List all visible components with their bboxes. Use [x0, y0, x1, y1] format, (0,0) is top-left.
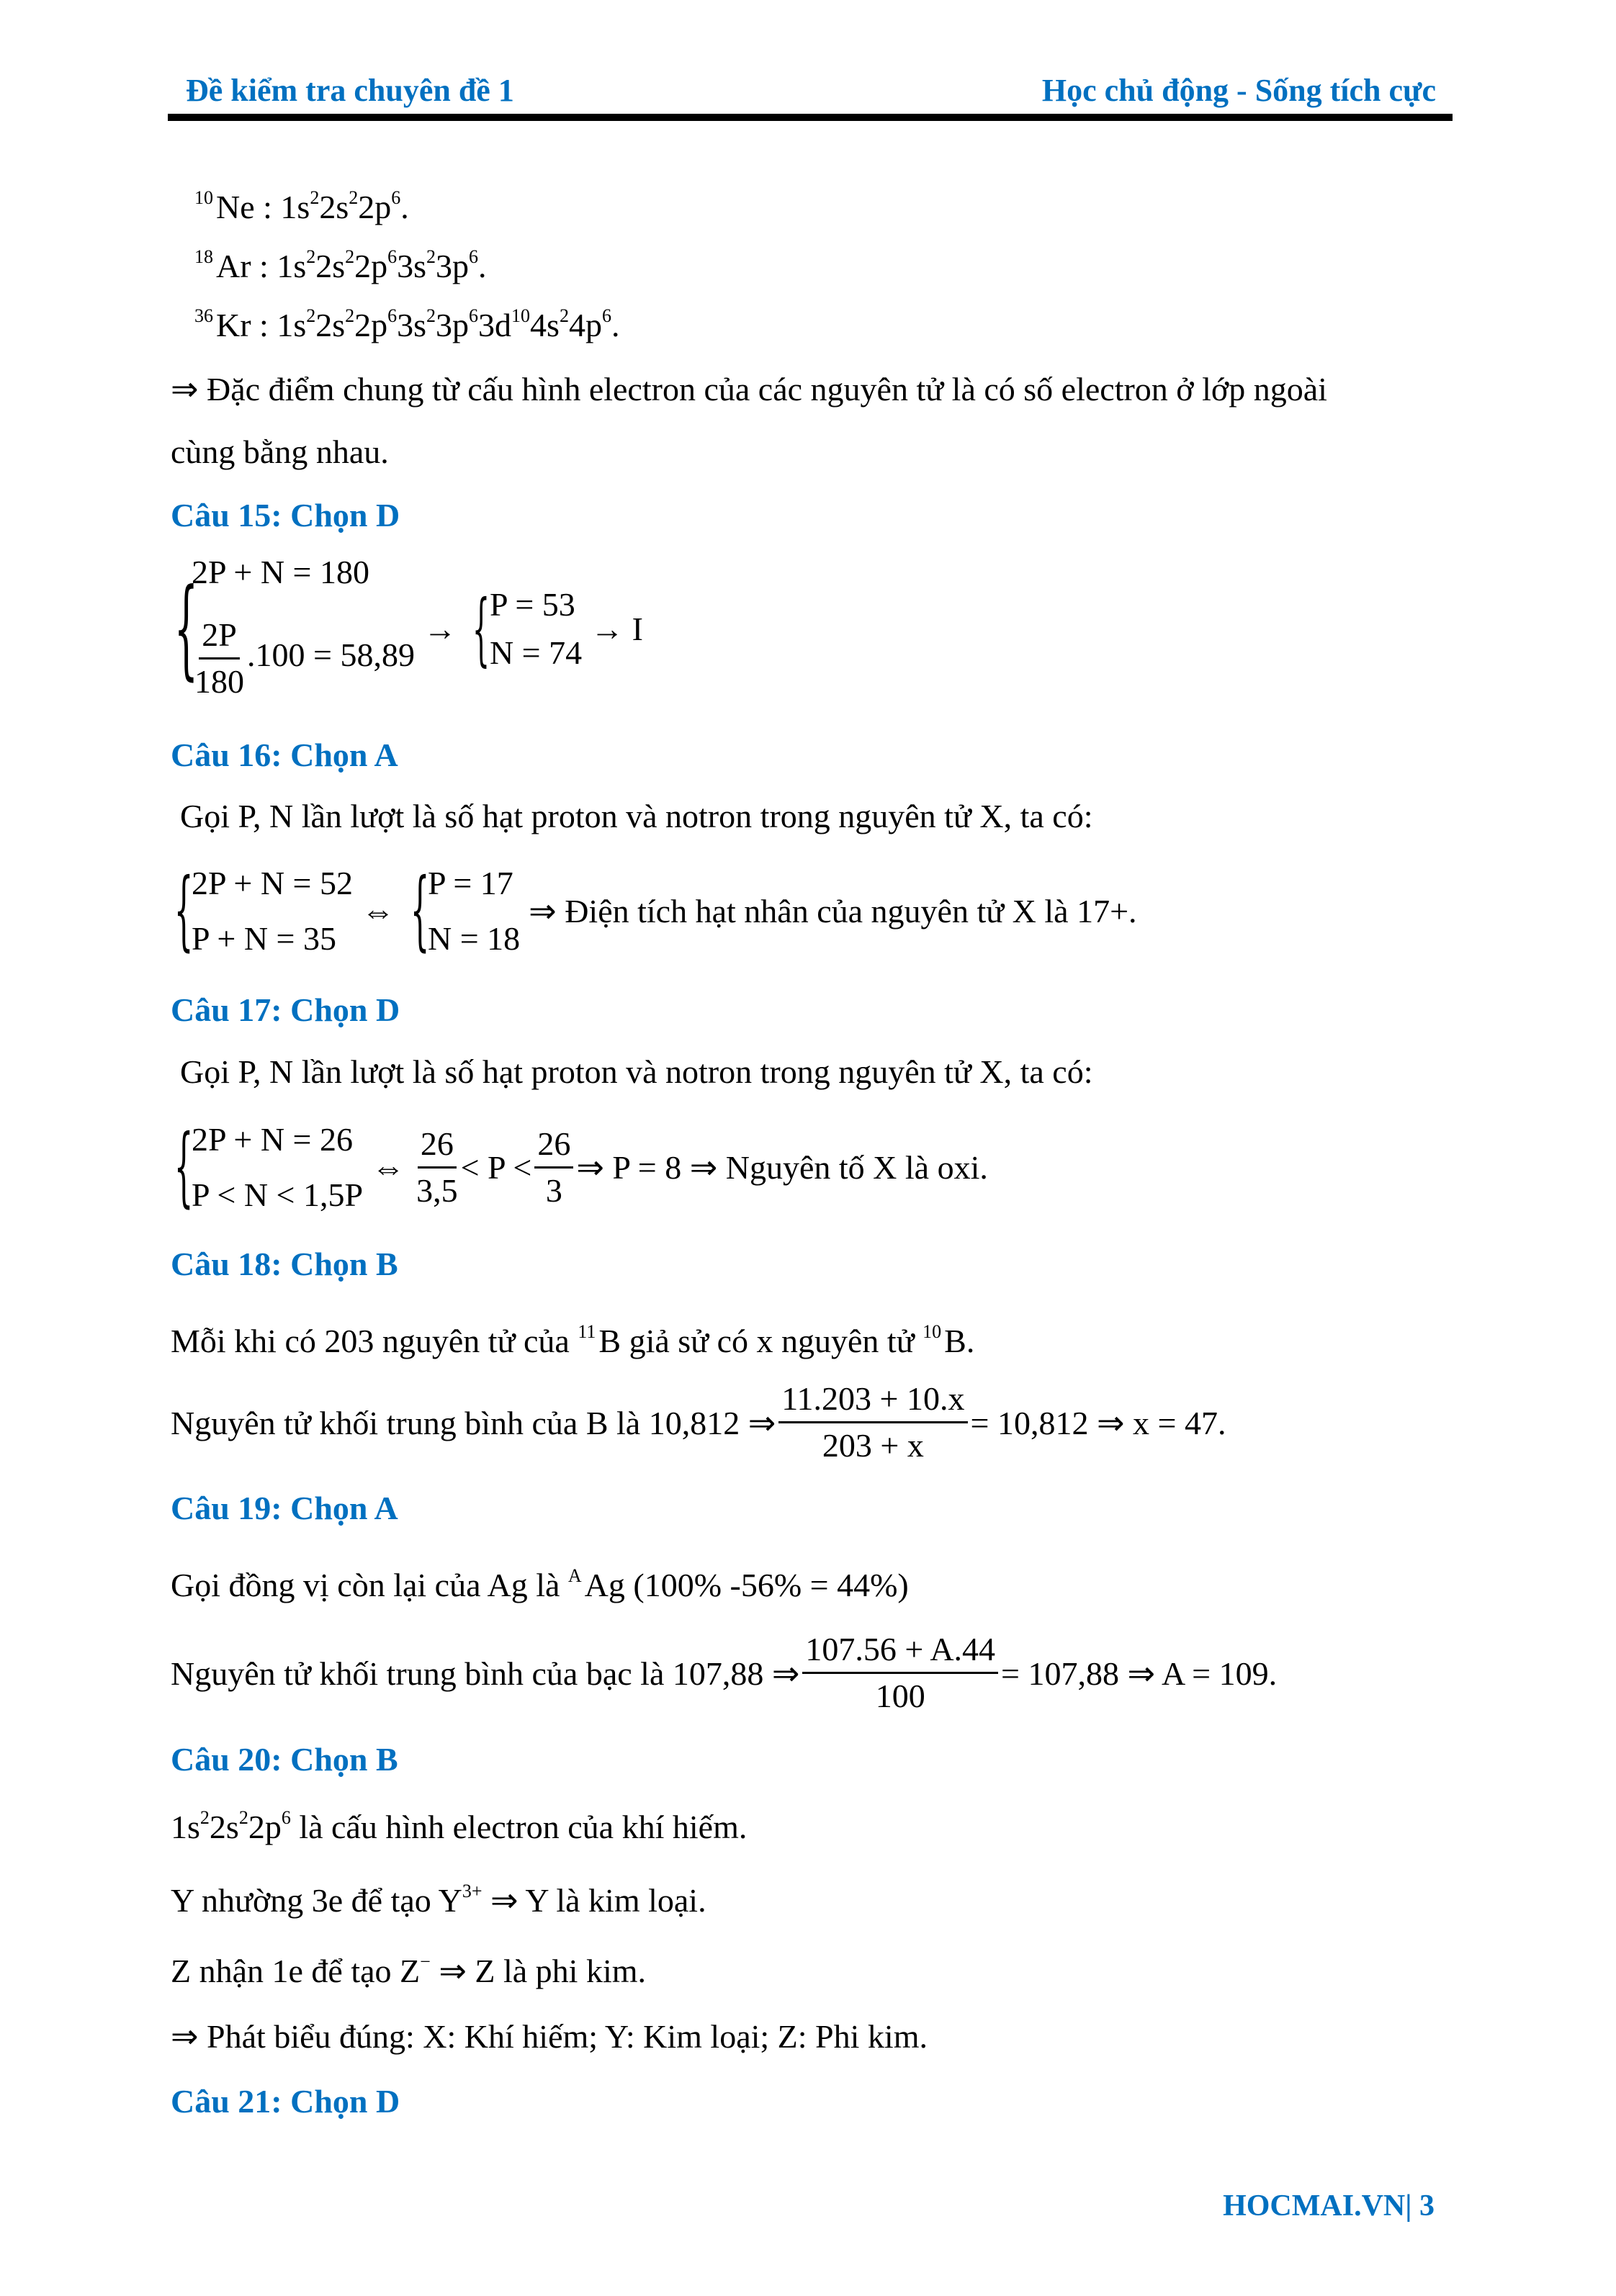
- q18-heading: Câu 18: Chọn B: [171, 1246, 398, 1282]
- equation: 2P + N = 52: [192, 865, 353, 901]
- config-ar: $^{18}$Ar : $1s^22s^22p^63s^23p^6$.: [194, 246, 487, 284]
- q18-line-2: Nguyên tử khối trung bình của B là 10,812 ⇒ $\frac{11.203 + 10.x}{203 + x}$ = 10,812 ⇒ x = 47.: [171, 1377, 1226, 1468]
- iff: ⇔: [372, 1148, 405, 1186]
- conclusion-line-2: cùng bằng nhau.: [171, 433, 389, 470]
- arrow: →: [423, 610, 457, 647]
- q20-line-4: ⇒ Phát biểu đúng: X: Khí hiếm; Y: Kim loại; Z: Phi kim.: [171, 2018, 928, 2055]
- brace-icon: {: [410, 860, 430, 960]
- conclusion: ⇒ P = 8 ⇒ Nguyên tố X là oxi.: [576, 1149, 988, 1186]
- q18-line-1: Mỗi khi có 203 nguyên tử của $^{11}$B giả sử có x nguyên tử $^{10}$B.: [171, 1321, 975, 1359]
- conclusion: ⇒ Điện tích hạt nhân của nguyên tử X là 17+.: [529, 893, 1137, 929]
- q16-intro: Gọi P, N lần lượt là số hạt proton và notron trong nguyên tử X, ta có:: [180, 798, 1093, 834]
- brace-icon: {: [174, 566, 199, 691]
- result: N = 74: [489, 634, 583, 671]
- result: P = 17: [427, 865, 513, 901]
- q16-heading: Câu 16: Chọn A: [171, 737, 398, 773]
- inequality: < P <: [460, 1148, 532, 1186]
- header-right: Học chủ động - Sống tích cực: [1041, 73, 1436, 108]
- q21-heading: Câu 21: Chọn D: [171, 2083, 400, 2120]
- config-kr: $^{36}$Kr : $1s^22s^22p^63s^23p^63d^{10}4s^24p^6$.: [194, 305, 620, 343]
- result: P = 53: [489, 586, 575, 623]
- equation: P < N < 1,5P: [192, 1176, 364, 1213]
- q17-intro: Gọi P, N lần lượt là số hạt proton và notron trong nguyên tử X, ta có:: [180, 1053, 1093, 1090]
- q19-line-1: Gọi đồng vị còn lại của Ag là $^A$Ag (100% -56% = 44%): [171, 1565, 909, 1603]
- equation: P + N = 35: [192, 920, 336, 957]
- brace-icon: {: [174, 1117, 194, 1217]
- q15-system: [167, 553, 652, 704]
- fraction: $\frac{26}{3,5}$: [416, 1122, 458, 1213]
- brace-icon: {: [174, 860, 194, 960]
- q20-line-1: $1s^22s^22p^6$ là cấu hình electron của khí hiếm.: [171, 1807, 748, 1845]
- page-footer: HOCMAI.VN| 3: [1223, 2189, 1435, 2223]
- iff: ⇔: [361, 892, 395, 929]
- q19-heading: Câu 19: Chọn A: [171, 1490, 398, 1526]
- q17-system: [167, 1113, 988, 1221]
- result-element: → I: [591, 610, 643, 647]
- q15-heading: Câu 15: Chọn D: [171, 497, 400, 534]
- equation: 2P + N = 180: [192, 554, 369, 590]
- q16-system: [167, 857, 1146, 965]
- q19-line-2: Nguyên tử khối trung bình của bạc là 107,88 ⇒ $\frac{107.56 + A.44}{100}$ = 107,88 ⇒ A = 109.: [171, 1627, 1277, 1719]
- result: N = 18: [427, 920, 521, 957]
- q20-heading: Câu 20: Chọn B: [171, 1741, 398, 1778]
- conclusion-line: ⇒ Đặc điểm chung từ cấu hình electron của các nguyên tử là có số electron ở lớp ngoài: [171, 371, 1327, 408]
- header-rule: [168, 114, 1453, 121]
- config-ne: $^{10}$Ne : $1s^22s^22p^6$.: [194, 187, 409, 225]
- equation: 2P + N = 26: [192, 1121, 353, 1158]
- equation: $\frac{2P}{180}$ .100 = 58,89: [192, 613, 415, 704]
- header-left: Đề kiểm tra chuyên đề 1: [186, 73, 514, 108]
- q20-line-2: Y nhường 3e để tạo $Y^{3+}$ ⇒ Y là kim loại.: [171, 1881, 706, 1919]
- q20-line-3: Z nhận 1e để tạo Z− ⇒ Z là phi kim.: [171, 1951, 647, 1989]
- brace-icon: {: [472, 582, 490, 675]
- fraction: $\frac{26}{3}$: [534, 1122, 573, 1213]
- q17-heading: Câu 17: Chọn D: [171, 991, 400, 1028]
